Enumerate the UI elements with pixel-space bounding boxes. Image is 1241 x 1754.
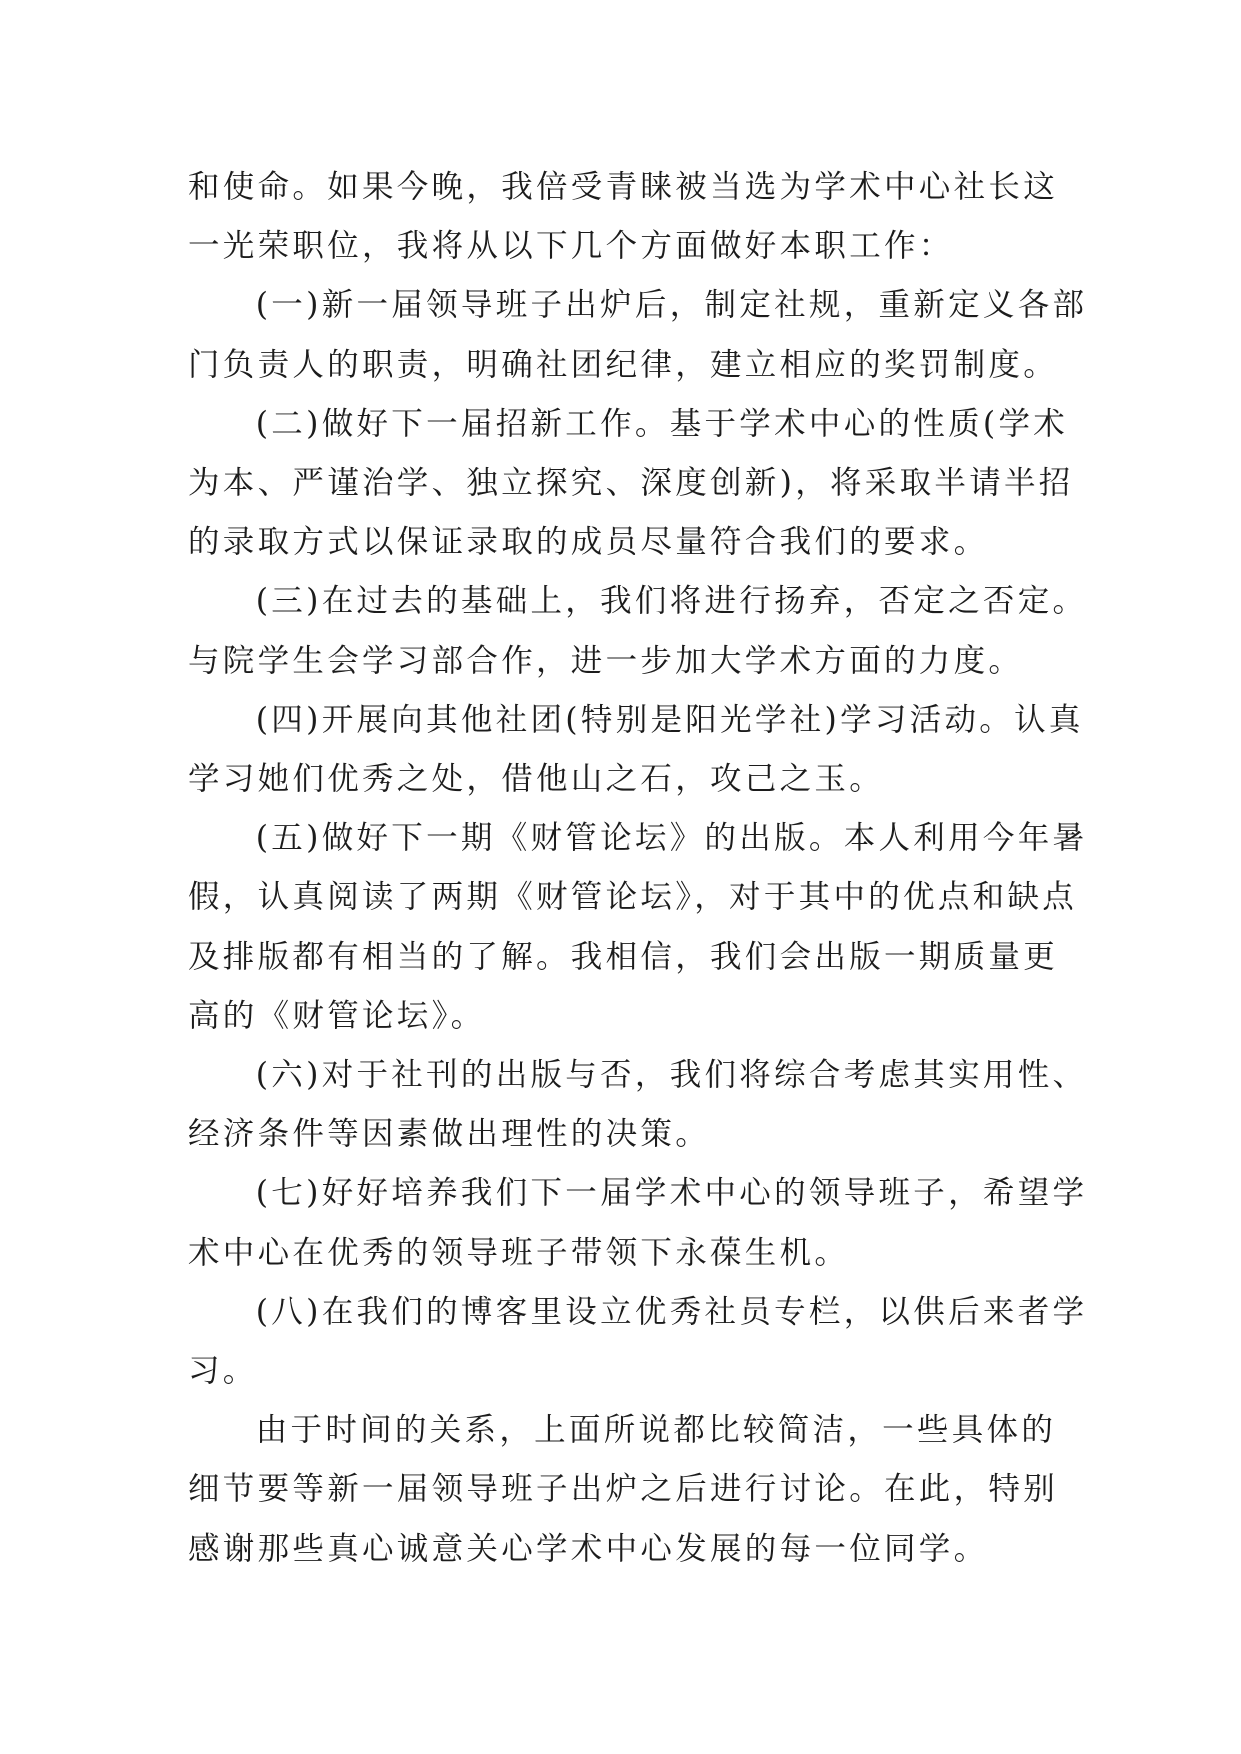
paragraph-item-7: (七)好好培养我们下一届学术中心的领导班子，希望学术中心在优秀的领导班子带领下永葆生机。 xyxy=(188,1175,1088,1271)
paragraph-item-4: (四)开展向其他社团(特别是阳光学社)学习活动。认真学习她们优秀之处，借他山之石，攻己之玉。 xyxy=(188,701,1084,798)
document-body xyxy=(188,158,1088,1579)
paragraph-intro: 和使命。如果今晚，我倍受青睐被当选为学术中心社长这一光荣职位，我将从以下几个方面做好本职工作： xyxy=(188,169,1059,265)
paragraph-item-8: (八)在我们的博客里设立优秀社员专栏，以供后来者学习。 xyxy=(188,1293,1088,1390)
paragraph-item-6: (六)对于社刊的出版与否，我们将综合考虑其实用性、经济条件等因素做出理性的决策。 xyxy=(188,1057,1088,1153)
paragraph-item-1: (一)新一届领导班子出炉后，制定社规，重新定义各部门负责人的职责，明确社团纪律，建立相应的奖罚制度。 xyxy=(188,287,1088,383)
paragraph-item-3: (三)在过去的基础上，我们将进行扬弃，否定之否定。与院学生会学习部合作，进一步加大学术方面的力度。 xyxy=(188,583,1088,679)
paragraph-item-5: (五)做好下一期《财管论坛》的出版。本人利用今年暑假，认真阅读了两期《财管论坛》，对于其中的优点和缺点及排版都有相当的了解。我相信，我们会出版一期质量更高的《财管论坛》。 xyxy=(188,820,1088,1034)
paragraph-closing: 由于时间的关系，上面所说都比较简洁，一些具体的细节要等新一届领导班子出炉之后进行讨论。在此，特别感谢那些真心诚意关心学术中心发展的每一位同学。 xyxy=(188,1412,1059,1567)
paragraph-item-2: (二)做好下一届招新工作。基于学术中心的性质(学术为本、严谨治学、独立探究、深度创新)，将采取半请半招的录取方式以保证录取的成员尽量符合我们的要求。 xyxy=(188,405,1074,561)
